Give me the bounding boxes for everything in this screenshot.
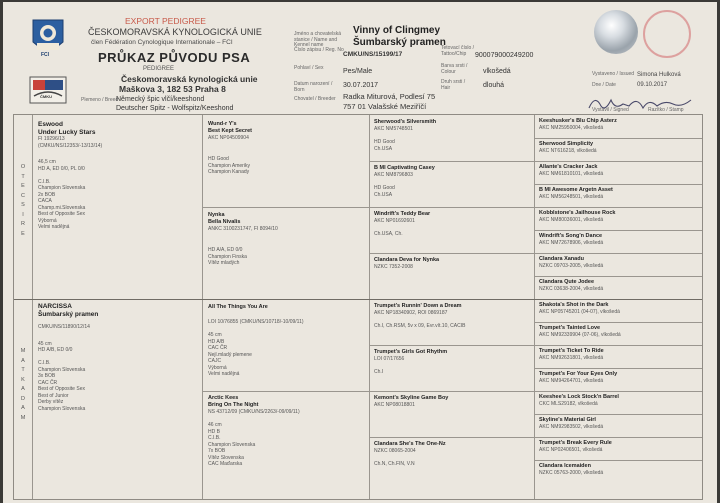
registrar-name: Simona Hulková (637, 72, 681, 78)
document-subtitle: PEDIGREE (143, 66, 175, 72)
ggp-detail: Ch.USA, Ch. (374, 231, 403, 237)
detail-line: 3x BOB (38, 373, 56, 379)
ggp-cell (374, 257, 439, 271)
detail-line: Champion Slovenska (38, 185, 86, 191)
label-date: Dne / Date (592, 82, 616, 88)
gggp-name: Trumpet's Tainted Love (539, 325, 601, 331)
dog-color: vlkošedá (483, 68, 511, 75)
side-letter: K (21, 376, 25, 383)
ggp-reg: NZKC 7352-2008 (374, 264, 413, 270)
side-letter: A (21, 357, 25, 364)
ggp-reg: AKC NM8796803 (374, 172, 413, 178)
side-letter: M (20, 348, 26, 354)
ggp-detail: Ch.N, Ch.FIN, V.N (374, 461, 415, 467)
gggp-name: Sherwood Simplicity (539, 141, 594, 147)
gggp-name: B MI Awesome Argetn Asset (539, 187, 613, 193)
ggp-detail: HD Good (374, 139, 395, 145)
ggp-reg: AKC NP08018801 (374, 402, 415, 408)
sire-details (38, 159, 102, 231)
detail-line: 2x BOB (38, 191, 56, 198)
dam-name: NARCISSA (38, 303, 72, 310)
gggp-reg: AKC NP02406501, vlkošedá (539, 447, 603, 453)
gp-reg: LOI 10/76855 (CMKU/NS/10718/-10/09/11) (208, 319, 304, 325)
cmku-logo-icon (29, 76, 67, 104)
pedigree-table (13, 114, 703, 500)
side-letter: A (21, 405, 25, 411)
detail-line: CAC ČR (208, 345, 228, 351)
detail-line: Champ.mi.Slovenska (38, 204, 86, 211)
cmku-logo-label: ČMKU (40, 94, 52, 99)
gggp-name: Trumpet's For Your Eyes Only (539, 371, 618, 377)
fci-logo-label: FCI (41, 52, 50, 58)
ggp-name: Windrift's Teddy Bear (374, 211, 431, 217)
official-stamp (643, 10, 691, 58)
ggp-reg: NZKC 08065-2004 (374, 448, 416, 454)
gp-name2: Bring On The Night (208, 402, 259, 408)
detail-line: Champion Slovenska (38, 366, 86, 373)
detail-line: CAJC (208, 358, 222, 364)
document-title: PRŮKAZ PŮVODU PSA (98, 50, 251, 65)
export-pedigree-label: EXPORT PEDIGREE (125, 16, 206, 26)
gggp-name: Trumpet's Break Every Rule (539, 440, 612, 446)
pedigree-header (3, 2, 717, 112)
gggp-reg: AKC NM61810101, vlkošedá (539, 171, 604, 177)
detail-line: 45 cm (208, 332, 222, 338)
detail-line: HD Good (208, 156, 229, 162)
detail-line: Champion Slovenska (208, 441, 256, 448)
detail-line: Champion Slovenska (38, 405, 86, 412)
ggp-detail: Ch.USA (374, 145, 393, 152)
gggp-cell (539, 141, 597, 155)
ggp-reg: LOI 07/17656 (374, 356, 405, 362)
dog-reg-no: CMKU/NS/15199/17 (343, 51, 403, 58)
sire-name: Eswood (38, 121, 63, 128)
gggp-reg: NZKC 03638-2004, vlkošedá (539, 286, 604, 292)
gggp-cell (539, 348, 604, 362)
ggp-detail: Ch.USA (374, 191, 393, 198)
ggp-name: Sherwood's Silversmith (374, 119, 437, 125)
label-dob: Datum narození / Born (294, 81, 333, 93)
detail-line: Vítěz mladých (208, 260, 240, 266)
detail-line: Derby vítěz (38, 399, 64, 405)
ggp-detail: Ch.I (374, 369, 384, 375)
breeder-name: Radka Miturová, Podlesí 75 (343, 92, 436, 101)
ggp-cell (374, 395, 448, 409)
gp-name: Arctic Kees (208, 395, 239, 401)
ggp-detail: Ch.I, Ch.RSM, 5v x 09, Evr.vít.10, CACIB (374, 323, 466, 329)
detail-line: Výborná (38, 217, 57, 224)
dog-sex: Pes/Male (343, 68, 373, 75)
label-breeder: Chovatel / Breeder (294, 96, 336, 102)
ggp-name: Clandara She's The One-Nz (374, 441, 446, 447)
side-letter: A (21, 386, 25, 392)
gp-name: All The Things You Are (208, 304, 268, 310)
detail-line: 45 cm (38, 340, 52, 347)
pedigree-document (3, 2, 717, 503)
breed-cz: Německý špic vlčí/keeshond (116, 96, 205, 103)
issue-date: 09.10.2017 (637, 82, 668, 88)
gp-cell (208, 395, 300, 468)
ggp-name: Trumpet's Girls Got Rhythm (374, 349, 448, 355)
ggp-name: Clandara Deva for Nynka (374, 257, 440, 263)
gggp-reg: AKC NM25950004, vlkošedá (539, 125, 604, 131)
side-letter: C (21, 192, 25, 199)
sire-reg2: (CMKU/NS/12353/-13/13/14) (38, 142, 103, 149)
detail-line: Best of Junior (38, 392, 69, 399)
label-signed: Vystavil / Signed (592, 107, 629, 113)
side-letter: E (21, 183, 25, 189)
gp-name: Wund-r Y's (208, 121, 237, 127)
gggp-reg: NZKC 09703-2005, vlkošedá (539, 263, 604, 269)
hologram-seal (594, 10, 638, 54)
gggp-name: Clandara Xanadu (539, 256, 584, 262)
detail-line: Best of Opposite Sex (38, 211, 85, 217)
gggp-cell (539, 164, 603, 178)
gggp-name: Clandara Icemaiden (539, 463, 591, 469)
gp-name2: Best Kept Secret (208, 128, 253, 134)
ggp-name: Trumpet's Runnin' Down a Dream (374, 303, 462, 309)
ggp-name: Kemont's Skyline Game Boy (374, 395, 449, 401)
dog-name: Vinny of Clingmey (353, 25, 441, 36)
gggp-cell (539, 210, 616, 224)
detail-line: Vítěz Slovenska (208, 454, 244, 461)
detail-line: Výborná (208, 364, 227, 371)
side-letter: T (21, 173, 25, 180)
dam-cell (38, 303, 98, 412)
detail-line: 7x BOB (208, 448, 226, 454)
gggp-name: Keeshusker's Blu Chip Asterz (539, 118, 617, 124)
gggp-reg: NZKC 05763-2000, vlkošedá (539, 470, 604, 476)
gp-cell (208, 212, 278, 267)
dog-born: 30.07.2017 (343, 82, 379, 89)
detail-line: HD A/B, ED 0/0 (38, 347, 73, 353)
ggp-cell (374, 165, 435, 198)
ggp-name: B MI Captivating Casey (374, 165, 435, 171)
dog-chip: 900079000249200 (475, 52, 534, 59)
label-reg: Číslo zápisu / Reg. No (294, 47, 344, 53)
sire-name2: Under Lucky Stars (38, 128, 96, 136)
dam-reg: CMKU/NS/11890/12/14 (38, 324, 90, 330)
organization-name: ČESKOMORAVSKÁ KYNOLOGICKÁ UNIE (88, 27, 262, 37)
gp-name: Nynka (208, 212, 225, 218)
gggp-reg: AKC NM92983502, vlkošedá (539, 424, 604, 430)
gggp-reg: AKC NM92339904 (07-06), vlkošedá (539, 332, 621, 338)
label-issued: Vystaveno / Issued (592, 71, 635, 77)
ggp-reg: AKC NP01692601 (374, 218, 415, 224)
gggp-cell (539, 187, 613, 201)
gggp-reg: AKC NP05745201 (04-07), vlkošedá (539, 309, 620, 315)
detail-line: Nejl.mladý plemene (208, 351, 252, 358)
label-coat: Druh srsti / Hair (441, 79, 466, 91)
detail-line: CAC ČR (38, 379, 58, 386)
gggp-name: Allante's Cracker Jack (539, 164, 598, 170)
fci-membership-line: člen Fédération Cynologique Internationale – FCI (91, 39, 233, 46)
side-letter: O (20, 164, 26, 170)
gggp-name: Keeshee's Lock Stock'n Barrel (539, 394, 619, 400)
sire-side-label (14, 163, 32, 239)
label-stamp: Razítko / Stamp (648, 107, 684, 113)
ggp-cell (374, 349, 447, 376)
sire-cell (38, 121, 102, 231)
gggp-reg: AKC NT616218, vlkošedá (539, 148, 597, 154)
breed-label: Plemeno / Breed (81, 97, 119, 103)
side-letter: R (21, 221, 25, 227)
gggp-name: Clandara Qute Jodee (539, 279, 595, 285)
detail-line: HD A/A, ED 0/0 (208, 247, 243, 253)
label-name: Jméno a chovatelská stanice / Name and Kennel name (294, 31, 341, 48)
gggp-reg: AKC NM80036001, vlkošedá (539, 217, 604, 223)
dog-kennel: Šumbarský pramen (353, 37, 446, 48)
gp-cell (208, 304, 304, 378)
breed-en: Deutscher Spitz - Wolfspitz/Keeshond (116, 105, 234, 112)
detail-line: HD A/B (208, 338, 225, 345)
side-letter: S (21, 202, 25, 208)
gggp-name: Trumpet's Ticket To Ride (539, 348, 604, 354)
side-letter: M (20, 414, 26, 421)
detail-line: C.I.B. (38, 178, 51, 185)
gggp-cell (539, 233, 603, 247)
gggp-cell (539, 463, 603, 477)
detail-line: Champion Kanady (208, 169, 250, 175)
detail-line: 46 cm (208, 422, 222, 428)
gp-reg: ANKC 3100231747, FI 8094/10 (208, 226, 278, 232)
gggp-name: Skyline's Material Girl (539, 417, 596, 423)
dam-side-label (14, 347, 32, 423)
issuer-address: Maškova 3, 182 53 Praha 8 (119, 84, 226, 94)
side-letter: E (21, 230, 25, 237)
detail-line: Best of Opposite Sex (38, 386, 85, 392)
ggp-cell (374, 303, 465, 330)
gggp-cell (539, 118, 617, 132)
ggp-cell (374, 441, 446, 468)
gp-details (208, 416, 300, 468)
gp-reg: NS 43712/09 (CMKU/NS/2263/-09/09/11) (208, 409, 300, 415)
gp-details (208, 150, 252, 176)
ggp-cell (374, 211, 430, 238)
ggp-cell (374, 119, 436, 152)
gggp-cell (539, 256, 603, 270)
gggp-name: Kobblstone's Jailhouse Rock (539, 210, 616, 216)
gggp-reg: AKC NM94264701, vlkošedá (539, 378, 604, 384)
gggp-name: Windrift's Song'n Dance (539, 233, 603, 239)
gggp-cell (539, 371, 617, 385)
dog-coat: dlouhá (483, 82, 505, 89)
gp-cell (208, 121, 252, 176)
gggp-reg: AKC NM92631801, vlkošedá (539, 355, 604, 361)
side-letter: D (21, 395, 25, 402)
gggp-reg: CKC MLS29182, vlkošedá (539, 401, 598, 407)
gggp-cell (539, 417, 603, 431)
gggp-cell (539, 440, 612, 454)
side-letter: T (21, 367, 25, 373)
gggp-reg: AKC NM72678906, vlkošedá (539, 240, 604, 246)
ggp-reg: AKC NP18340902, ROI 0869187 (374, 310, 448, 316)
detail-line: C.I.B. (38, 360, 51, 366)
sire-reg: FI 19296/13 (38, 136, 65, 142)
label-tattoo: Tetovací číslo / Tattoo/Chip (441, 45, 475, 57)
detail-line: 46,5 cm (38, 159, 56, 165)
dam-details (38, 341, 98, 413)
issuer-name: Českomoravská kynologická unie (121, 74, 258, 84)
dam-name2: Šumbarský pramen (38, 310, 99, 318)
gggp-reg: AKC NM56248501, vlkošedá (539, 194, 604, 200)
detail-line: CACA (38, 198, 52, 204)
side-letter: I (22, 211, 24, 218)
gggp-cell (539, 302, 620, 316)
signature-icon (585, 92, 695, 114)
detail-line: HD B (208, 428, 220, 435)
gp-name2: Bella Nivalis (208, 219, 241, 225)
detail-line: Champion Finska (208, 253, 247, 260)
ggp-detail: HD Good (374, 185, 395, 191)
gggp-cell (539, 394, 619, 408)
detail-line: Velmi nadějná (208, 371, 240, 377)
detail-line: Velmi nadějná (38, 224, 70, 230)
label-color: Barva srsti / Colour (441, 63, 468, 75)
label-sex: Pohlaví / Sex (294, 65, 324, 71)
detail-line: HD A, ED 0/0, PL 0/0 (38, 165, 85, 172)
gggp-cell (539, 279, 603, 293)
detail-line: C.I.B. (208, 435, 221, 441)
breeder-city: 757 01 Valašské Meziříčí (343, 102, 427, 111)
ggp-reg: AKC NM5748501 (374, 126, 413, 132)
gp-reg: AKC NP04509904 (208, 135, 249, 141)
gggp-cell (539, 325, 621, 339)
gp-details (208, 326, 304, 378)
detail-line: Champion Ameriky (208, 162, 250, 169)
gp-details (208, 241, 278, 267)
detail-line: CAC Maďarska (208, 461, 243, 467)
gggp-name: Shakota's Shot in the Dark (539, 302, 609, 308)
